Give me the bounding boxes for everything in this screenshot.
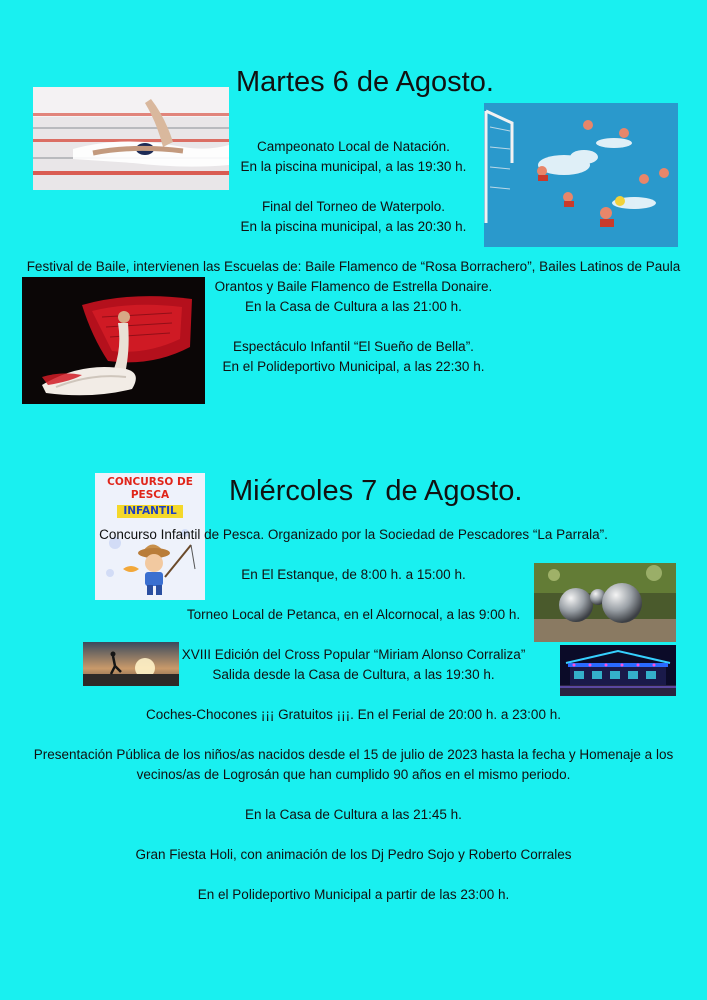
fishing-contest-title: Concurso Infantil de Pesca. Organizado por la Sociedad de Pescadores “La Parrala”. [99,527,608,542]
holi-party-details: En el Polideportivo Municipal a partir de las 23:00 h. [197,887,510,902]
presentation-details: En la Casa de Cultura a las 21:45 h. [245,807,462,822]
petanque-balls-photo [534,563,676,642]
presentation-line1: Presentación Pública de los niños/as nacidos desde el 15 de julio de 2023 hasta la fecha y Homenaje a los [33,747,674,762]
poster-title-line1: CONCURSO DE [107,476,193,488]
cross-race-title: XVIII Edición del Cross Popular “Miriam Alonso Corraliza” [181,647,526,662]
swim-details: En la piscina municipal, a las 19:30 h. [240,159,467,174]
poster-title-line3: INFANTIL [117,505,182,518]
fishing-contest-details: En El Estanque, de 8:00 h. a 15:00 h. [241,567,466,582]
bumper-cars: Coches-Chocones ¡¡¡ Gratuitos ¡¡¡. En el Ferial de 20:00 h. a 23:00 h. [146,707,561,722]
day2-heading: Miércoles 7 de Agosto. [229,475,523,507]
dance-festival-schools: Orantos y Baile Flamenco de Estrella Donaire. [214,279,493,294]
waterpolo-details: En la piscina municipal, a las 20:30 h. [240,219,467,234]
childrens-show-title: Espectáculo Infantil “El Sueño de Bella”. [233,339,474,354]
waterpolo-title: Final del Torneo de Waterpolo. [261,199,446,214]
childrens-show-details: En el Polideportivo Municipal, a las 22:30 h. [222,359,485,374]
cross-race-details: Salida desde la Casa de Cultura, a las 19:30 h. [212,667,495,682]
swim-title: Campeonato Local de Natación. [257,139,450,154]
petanque-tournament: Torneo Local de Petanca, en el Alcornocal, a las 9:00 h. [186,607,521,622]
day1-heading: Martes 6 de Agosto. [236,66,494,98]
poster-title-line2: PESCA [130,489,170,501]
presentation-line2: vecinos/as de Logrosán que han cumplido 90 años en el mismo periodo. [136,767,571,782]
dance-festival-details: En la Casa de Cultura a las 21:00 h. [245,299,462,314]
holi-party-title: Gran Fiesta Holi, con animación de los Dj Pedro Sojo y Roberto Corrales [135,847,572,862]
dance-festival-title: Festival de Baile, intervienen las Escuelas de: Baile Flamenco de “Rosa Borrachero”, Bailes Latinos de Paula [26,259,681,274]
